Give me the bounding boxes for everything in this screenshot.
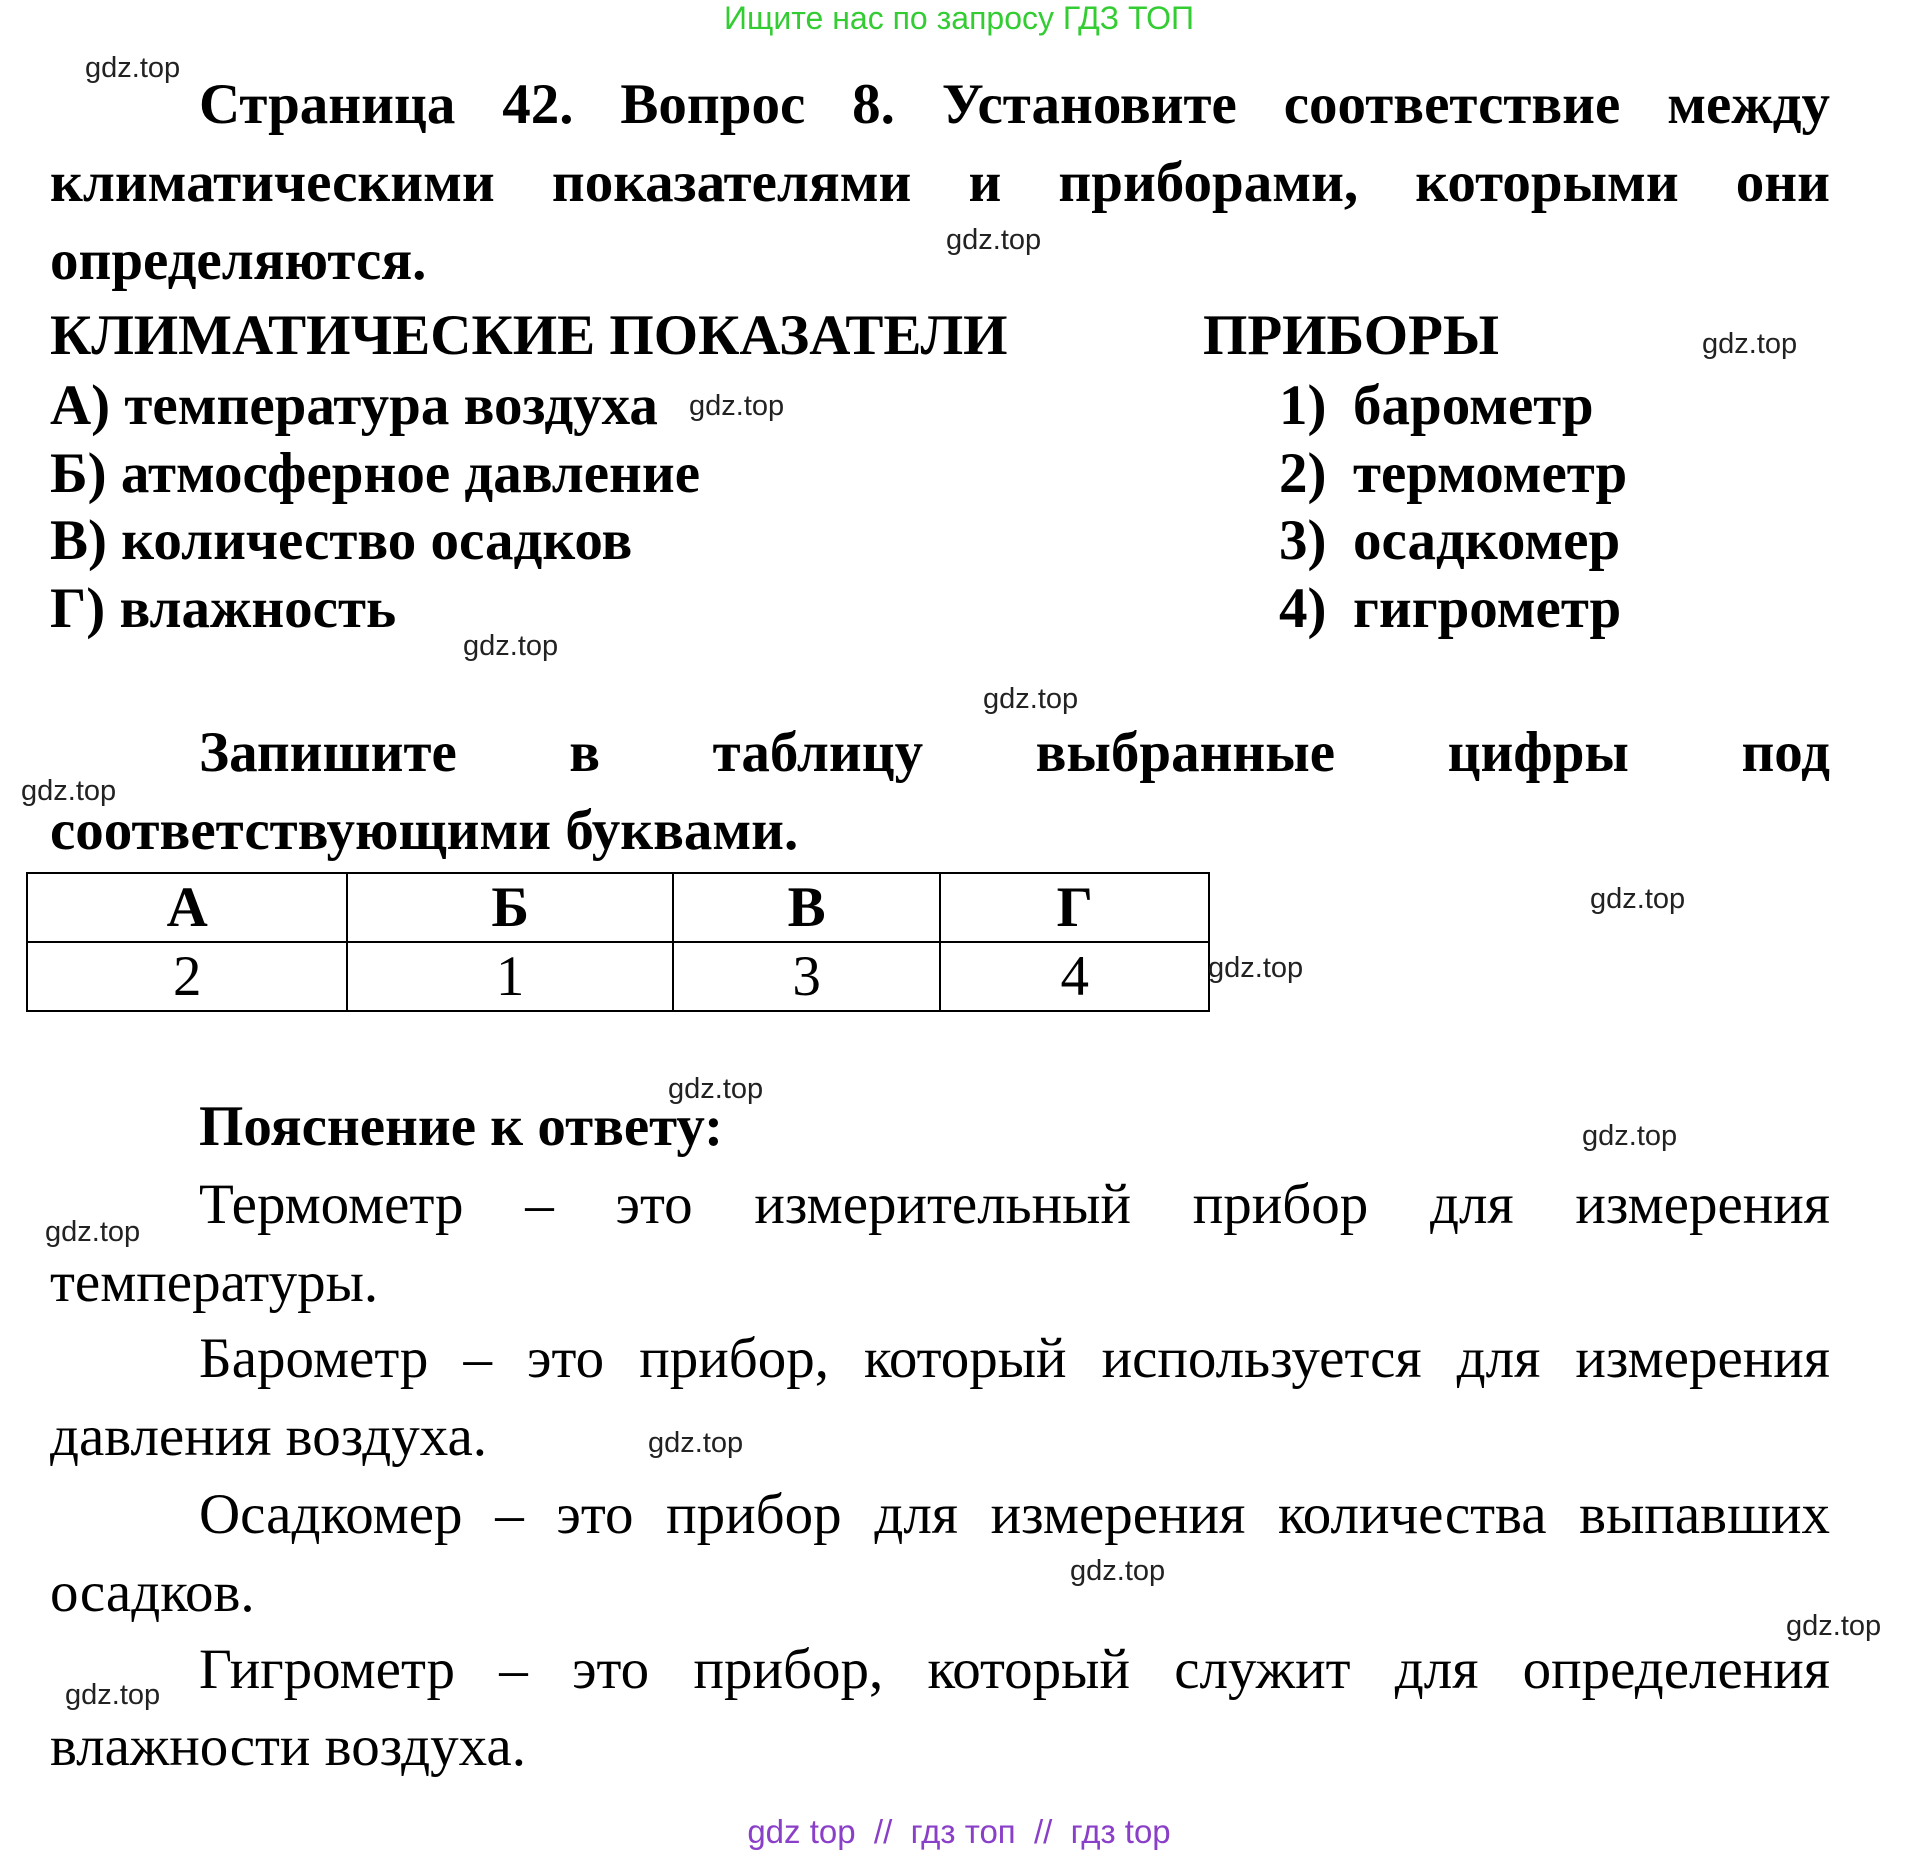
watermark: gdz.top bbox=[463, 630, 559, 662]
device-2-num: 2) bbox=[1279, 442, 1327, 505]
explanation-line-4: давления воздуха. bbox=[50, 1405, 487, 1468]
answer-table bbox=[26, 872, 1210, 1012]
watermark: gdz.top bbox=[1208, 952, 1304, 984]
watermark: gdz.top bbox=[1070, 1555, 1166, 1587]
indicator-a: А) температура воздуха bbox=[50, 374, 658, 437]
answer-table-value-row bbox=[27, 942, 1209, 1011]
header-cell-b: Б bbox=[347, 873, 672, 942]
indicators-header: КЛИМАТИЧЕСКИЕ ПОКАЗАТЕЛИ bbox=[50, 304, 1008, 367]
instruction-line-1: Запишите в таблицу выбранные цифры под bbox=[199, 721, 1830, 784]
explanation-line-6: осадков. bbox=[50, 1561, 255, 1624]
watermark: gdz.top bbox=[85, 52, 181, 84]
explanation-line-2: температуры. bbox=[50, 1251, 379, 1314]
explanation-line-8: влажности воздуха. bbox=[50, 1715, 526, 1778]
device-1-num: 1) bbox=[1279, 374, 1327, 437]
watermark: gdz.top bbox=[21, 775, 117, 807]
explanation-line-1: Термометр – это измерительный прибор для измерения bbox=[199, 1173, 1830, 1236]
watermark: gdz.top bbox=[1590, 883, 1686, 915]
instruction-line-2: соответствующими буквами. bbox=[50, 799, 799, 862]
question-line-2: климатическими показателями и приборами, которыми они bbox=[50, 151, 1830, 214]
value-cell-v: 3 bbox=[673, 942, 941, 1011]
indicator-g: Г) влажность bbox=[50, 577, 397, 640]
device-4-num: 4) bbox=[1279, 577, 1327, 640]
device-4-name: гигрометр bbox=[1353, 577, 1622, 640]
device-3-name: осадкомер bbox=[1353, 509, 1621, 572]
device-2-name: термометр bbox=[1353, 442, 1628, 505]
indicator-b: Б) атмосферное давление bbox=[50, 442, 701, 505]
devices-header: ПРИБОРЫ bbox=[1203, 304, 1499, 367]
watermark: gdz.top bbox=[689, 390, 785, 422]
value-cell-g: 4 bbox=[940, 942, 1209, 1011]
device-3-num: 3) bbox=[1279, 509, 1327, 572]
watermark: gdz.top bbox=[1786, 1610, 1882, 1642]
search-banner: Ищите нас по запросу ГДЗ ТОП bbox=[724, 0, 1194, 36]
header-cell-v: В bbox=[673, 873, 941, 942]
answer-table-header-row bbox=[27, 873, 1209, 942]
watermark: gdz.top bbox=[45, 1216, 141, 1248]
explanation-line-7: Гигрометр – это прибор, который служит для определения bbox=[199, 1638, 1830, 1701]
question-line-1: Страница 42. Вопрос 8. Установите соответствие между bbox=[199, 73, 1830, 136]
watermark: gdz.top bbox=[1702, 328, 1798, 360]
value-cell-b: 1 bbox=[347, 942, 672, 1011]
header-cell-g: Г bbox=[940, 873, 1209, 942]
watermark: gdz.top bbox=[648, 1427, 744, 1459]
footer-links: gdz top // гдз топ // гдз top bbox=[747, 1813, 1171, 1850]
indicator-v: В) количество осадков bbox=[50, 509, 633, 572]
watermark: gdz.top bbox=[65, 1679, 161, 1711]
question-line-3: определяются. bbox=[50, 229, 427, 292]
watermark: gdz.top bbox=[668, 1073, 764, 1105]
explanation-title: Пояснение к ответу: bbox=[199, 1095, 724, 1158]
value-cell-a: 2 bbox=[27, 942, 347, 1011]
device-1-name: барометр bbox=[1353, 374, 1594, 437]
header-cell-a: А bbox=[27, 873, 347, 942]
explanation-line-3: Барометр – это прибор, который используется для измерения bbox=[199, 1327, 1830, 1390]
explanation-line-5: Осадкомер – это прибор для измерения количества выпавших bbox=[199, 1483, 1830, 1546]
watermark: gdz.top bbox=[1582, 1120, 1678, 1152]
watermark: gdz.top bbox=[983, 683, 1079, 715]
watermark: gdz.top bbox=[946, 224, 1042, 256]
